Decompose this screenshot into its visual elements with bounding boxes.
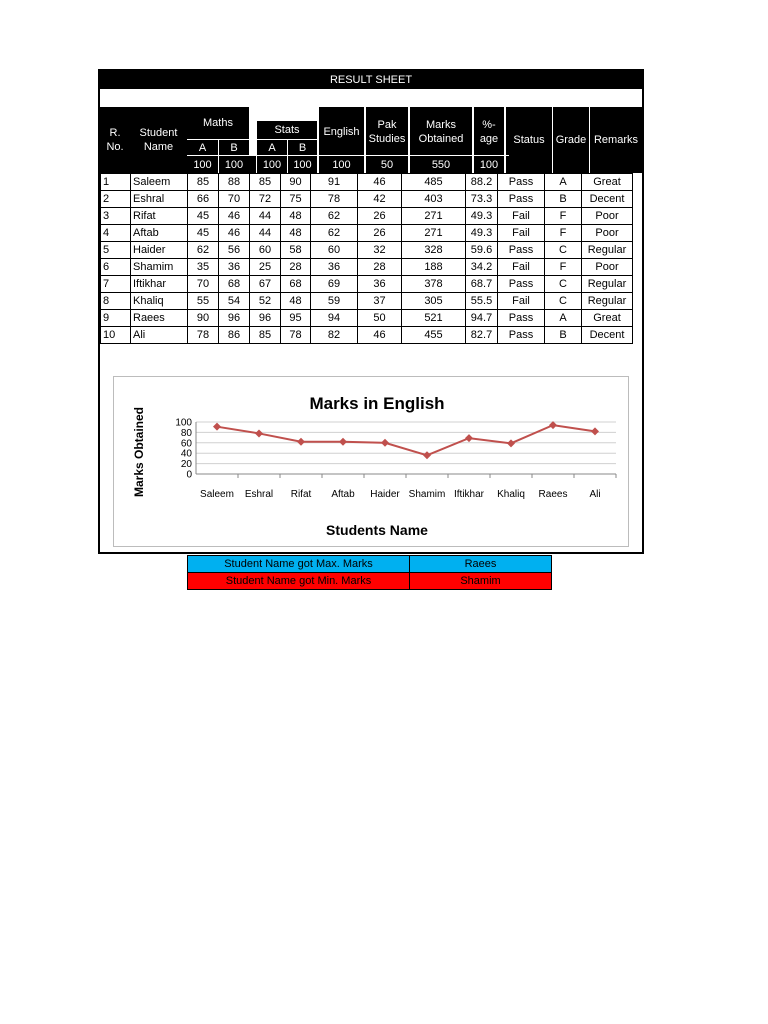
header-marks-obtained (410, 107, 472, 157)
table-cell: F (545, 225, 582, 242)
table-cell: F (545, 259, 582, 276)
table-cell: 5 (101, 242, 131, 259)
table-cell: 44 (250, 208, 281, 225)
table-cell: 8 (101, 293, 131, 310)
chart-xtick-label: Haider (370, 489, 400, 500)
table-cell: 62 (188, 242, 219, 259)
table-cell: Fail (498, 225, 545, 242)
header-pak-studies-line2: Studies (368, 133, 406, 145)
table-cell: 94 (311, 310, 358, 327)
result-table (100, 173, 633, 344)
table-cell: 36 (219, 259, 250, 276)
table-cell: 34.2 (466, 259, 498, 276)
table-cell: Saleem (131, 174, 188, 191)
table-cell: 46 (219, 208, 250, 225)
summary-max-label: Student Name got Max. Marks (188, 556, 410, 573)
table-cell: Fail (498, 259, 545, 276)
table-cell: 85 (188, 174, 219, 191)
table-cell: 46 (358, 327, 402, 344)
table-cell: 68 (219, 276, 250, 293)
table-cell: B (545, 191, 582, 208)
table-cell: A (545, 174, 582, 191)
table-cell: B (545, 327, 582, 344)
table-row (101, 174, 633, 191)
table-cell: Great (582, 310, 633, 327)
table-cell: C (545, 242, 582, 259)
table-cell: 32 (358, 242, 402, 259)
table-cell: 90 (188, 310, 219, 327)
table-cell: Decent (582, 191, 633, 208)
table-cell: 46 (358, 174, 402, 191)
summary-max-row (188, 556, 552, 573)
table-cell: 6 (101, 259, 131, 276)
chart-xlabel: Students Name (326, 522, 428, 538)
table-cell: 94.7 (466, 310, 498, 327)
header-r-no (100, 107, 130, 173)
summary-min-row (188, 573, 552, 590)
table-cell: 48 (281, 208, 311, 225)
chart-svg (114, 377, 628, 546)
header-pak-studies-line1: Pak (377, 119, 397, 131)
chart-point (423, 451, 431, 459)
chart-title: Marks in English (309, 394, 445, 413)
table-cell: 70 (219, 191, 250, 208)
table-cell: 28 (281, 259, 311, 276)
table-cell: Fail (498, 293, 545, 310)
header-pak-studies (366, 107, 408, 157)
table-cell: 82.7 (466, 327, 498, 344)
header-stats: Stats (274, 124, 300, 136)
table-cell: Pass (498, 191, 545, 208)
header-percentage-line2: age (479, 133, 499, 145)
table-cell: Raees (131, 310, 188, 327)
table-cell: 45 (188, 225, 219, 242)
table-cell: A (545, 310, 582, 327)
table-cell: 60 (250, 242, 281, 259)
table-cell: 9 (101, 310, 131, 327)
table-cell: 50 (358, 310, 402, 327)
table-cell: 68.7 (466, 276, 498, 293)
table-row (101, 242, 633, 259)
table-cell: 35 (188, 259, 219, 276)
table-cell: 72 (250, 191, 281, 208)
table-cell: 54 (219, 293, 250, 310)
chart-xtick-label: Aftab (331, 489, 355, 500)
table-cell: 82 (311, 327, 358, 344)
result-sheet (98, 69, 644, 554)
table-cell: Fail (498, 208, 545, 225)
table-cell: 70 (188, 276, 219, 293)
table-cell: 96 (219, 310, 250, 327)
summary-min-value: Shamim (410, 573, 552, 590)
table-cell: 78 (311, 191, 358, 208)
header-band (100, 107, 642, 173)
chart-point (339, 438, 347, 446)
max-maths-b: 100 (224, 158, 244, 171)
table-cell: 85 (250, 327, 281, 344)
chart-point (381, 439, 389, 447)
table-cell: 59.6 (466, 242, 498, 259)
table-cell: Great (582, 174, 633, 191)
table-cell: 78 (188, 327, 219, 344)
table-cell: Ali (131, 327, 188, 344)
table-cell: 271 (402, 208, 466, 225)
header-status: Status (513, 134, 545, 146)
chart-point (297, 438, 305, 446)
max-english: 100 (332, 158, 351, 171)
chart-xtick-label: Ali (589, 489, 601, 500)
table-cell: 58 (281, 242, 311, 259)
header-stats-a: A (268, 141, 276, 154)
header-maths-a: A (198, 141, 207, 154)
table-cell: Pass (498, 327, 545, 344)
table-cell: 36 (358, 276, 402, 293)
summary-max-value: Raees (410, 556, 552, 573)
table-cell: 7 (101, 276, 131, 293)
table-cell: 378 (402, 276, 466, 293)
table-cell: Shamim (131, 259, 188, 276)
table-cell: 403 (402, 191, 466, 208)
max-marks-obtained: 550 (431, 158, 451, 171)
table-cell: 37 (358, 293, 402, 310)
table-cell: 188 (402, 259, 466, 276)
table-cell: 271 (402, 225, 466, 242)
max-percentage: 100 (479, 158, 499, 171)
table-row (101, 276, 633, 293)
table-cell: 67 (250, 276, 281, 293)
chart-xtick-label: Shamim (408, 489, 446, 500)
header-maths: Maths (203, 117, 233, 129)
table-cell: Pass (498, 174, 545, 191)
table-cell: Eshral (131, 191, 188, 208)
table-cell: Aftab (131, 225, 188, 242)
table-cell: 49.3 (466, 208, 498, 225)
table-cell: 46 (219, 225, 250, 242)
table-cell: 60 (311, 242, 358, 259)
header-marks-obtained-line2: Obtained (418, 133, 464, 145)
table-cell: 26 (358, 225, 402, 242)
sheet-title: RESULT SHEET (100, 71, 642, 89)
table-cell: 75 (281, 191, 311, 208)
table-cell: Decent (582, 327, 633, 344)
header-student-name-line1: Student (139, 127, 178, 139)
chart-point (213, 423, 221, 431)
table-cell: 86 (219, 327, 250, 344)
table-cell: 69 (311, 276, 358, 293)
table-cell: 78 (281, 327, 311, 344)
blank-row (100, 89, 642, 108)
table-cell: 85 (250, 174, 281, 191)
table-cell: 305 (402, 293, 466, 310)
chart-xtick-label: Saleem (200, 489, 234, 500)
table-cell: Rifat (131, 208, 188, 225)
table-cell: 48 (281, 293, 311, 310)
header-marks-obtained-line1: Marks (426, 119, 456, 131)
table-cell: 68 (281, 276, 311, 293)
table-row (101, 225, 633, 242)
table-cell: C (545, 276, 582, 293)
table-cell: 88 (219, 174, 250, 191)
table-row (101, 310, 633, 327)
table-cell: 55 (188, 293, 219, 310)
table-cell: 52 (250, 293, 281, 310)
table-cell: 26 (358, 208, 402, 225)
chart-ytick-label: 60 (180, 438, 192, 450)
table-cell: Haider (131, 242, 188, 259)
chart-xtick-label: Rifat (290, 489, 312, 500)
table-cell: Pass (498, 310, 545, 327)
chart-xtick-label: Iftikhar (453, 489, 485, 500)
header-percentage (474, 107, 504, 157)
table-cell: Regular (582, 242, 633, 259)
table-cell: 1 (101, 174, 131, 191)
table-cell: 45 (188, 208, 219, 225)
table-cell: 96 (250, 310, 281, 327)
table-cell: 4 (101, 225, 131, 242)
chart-ytick-label: 80 (180, 427, 192, 439)
table-cell: 56 (219, 242, 250, 259)
table-cell: 59 (311, 293, 358, 310)
header-r-no-line2: No. (106, 141, 124, 153)
max-maths-a: 100 (193, 158, 212, 171)
header-stats-b: B (298, 141, 307, 154)
header-remarks: Remarks (593, 134, 638, 146)
table-cell: 48 (281, 225, 311, 242)
table-cell: 90 (281, 174, 311, 191)
table-cell: 36 (311, 259, 358, 276)
table-row (101, 259, 633, 276)
chart-xtick-label: Raees (538, 489, 568, 500)
table-cell: 42 (358, 191, 402, 208)
chart-ylabel: Marks Obtained (132, 406, 146, 498)
chart-ytick-label: 100 (175, 417, 192, 429)
chart-xtick-label: Khaliq (497, 489, 525, 500)
table-row (101, 327, 633, 344)
table-cell: Pass (498, 276, 545, 293)
chart-ytick-label: 40 (180, 448, 192, 460)
summary-min-label: Student Name got Min. Marks (188, 573, 410, 590)
header-r-no-line1: R. (109, 127, 121, 139)
table-row (101, 293, 633, 310)
chart-ytick-label: 20 (180, 459, 192, 471)
header-student-name-line2: Name (143, 141, 174, 153)
header-student-name (130, 107, 187, 173)
table-cell: 44 (250, 225, 281, 242)
table-cell: 10 (101, 327, 131, 344)
header-percentage-line1: %- (482, 119, 496, 131)
table-cell: 49.3 (466, 225, 498, 242)
table-cell: 88.2 (466, 174, 498, 191)
max-pak-studies: 50 (380, 158, 394, 171)
table-cell: 55.5 (466, 293, 498, 310)
max-stats-b: 100 (293, 158, 312, 171)
table-cell: 73.3 (466, 191, 498, 208)
chart-xticks (200, 474, 616, 500)
chart-ytick-label: 0 (186, 469, 192, 481)
chart-point (465, 434, 473, 442)
chart-xtick-label: Eshral (244, 489, 274, 500)
table-cell: 3 (101, 208, 131, 225)
table-row (101, 208, 633, 225)
header-english: English (323, 126, 360, 138)
table-cell: 521 (402, 310, 466, 327)
table-cell: Poor (582, 208, 633, 225)
table-cell: Regular (582, 276, 633, 293)
table-cell: C (545, 293, 582, 310)
table-cell: Khaliq (131, 293, 188, 310)
table-cell: 28 (358, 259, 402, 276)
header-stats-white (257, 107, 317, 121)
summary-table (187, 555, 552, 590)
english-marks-chart (113, 376, 629, 547)
table-cell: 485 (402, 174, 466, 191)
chart-point (507, 439, 515, 447)
table-cell: 25 (250, 259, 281, 276)
table-cell: 95 (281, 310, 311, 327)
chart-series-line (217, 425, 595, 455)
chart-point (591, 427, 599, 435)
table-cell: Poor (582, 259, 633, 276)
header-grade: Grade (555, 134, 587, 146)
table-cell: 66 (188, 191, 219, 208)
table-cell: 91 (311, 174, 358, 191)
table-cell: Pass (498, 242, 545, 259)
header-maths-b: B (230, 141, 238, 154)
table-cell: Iftikhar (131, 276, 188, 293)
table-cell: 62 (311, 208, 358, 225)
table-cell: Regular (582, 293, 633, 310)
chart-yticks (175, 418, 192, 481)
table-cell: 2 (101, 191, 131, 208)
table-row (101, 191, 633, 208)
table-cell: 328 (402, 242, 466, 259)
max-stats-a: 100 (262, 158, 282, 171)
table-cell: F (545, 208, 582, 225)
chart-point (255, 429, 263, 437)
table-cell: Poor (582, 225, 633, 242)
table-cell: 455 (402, 327, 466, 344)
table-cell: 62 (311, 225, 358, 242)
